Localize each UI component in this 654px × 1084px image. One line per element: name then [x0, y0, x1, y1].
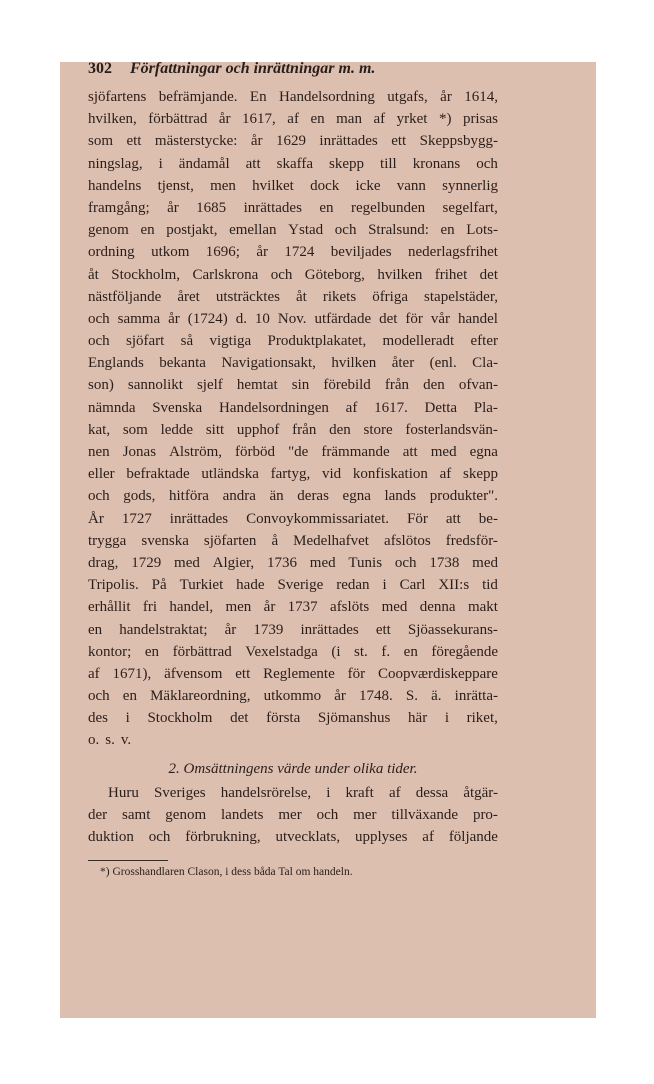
footnote-rule [88, 860, 168, 861]
text-line: nen Jonas Alström, förböd "de främmande att med egna [88, 444, 498, 460]
text-line: des i Stockholm det första Sjömanshus här i riket, [88, 710, 498, 727]
text-line: hvilken, förbättrad år 1617, af en man af yrket *) prisas [88, 111, 498, 128]
text-line: som ett mästerstycke: år 1629 inrättades ett Skeppsbygg- [88, 133, 498, 150]
text-line: Huru Sveriges handelsrörelse, i kraft af dessa åtgär- [108, 784, 498, 801]
page-number: 302 [88, 60, 112, 77]
text-line: och sjöfart så vigtiga Produktplakatet, modelleradt efter [88, 333, 498, 350]
text-line: son) sannolikt sjelf hemtat sin förebild från den ofvan- [88, 377, 498, 394]
text-line: kontor; en förbättrad Vexelstadga (i st. f. en föregående [88, 643, 498, 660]
text-line: trygga svenska sjöfarten å Medelhafvet afslötos fredsför- [88, 532, 498, 549]
paragraph [88, 86, 498, 752]
text-line: framgång; år 1685 inrättades en regelbunden segelfart, [88, 199, 498, 216]
text-line: erhållit fri handel, men år 1737 afslöts med denna makt [88, 599, 498, 616]
page-body [88, 86, 498, 879]
text-line: drag, 1729 med Algier, 1736 med Tunis och 1738 med [88, 554, 498, 571]
text-line: o. s. v. [88, 732, 132, 749]
text-line: kat, som ledde sitt upphof från den store fosterlandsvän- [88, 421, 498, 438]
text-line: af 1671), äfvensom ett Reglemente för Coopværdiskeppare [88, 665, 498, 682]
text-line: åt Stockholm, Carlskrona och Göteborg, hvilken frihet det [88, 266, 498, 283]
text-line: eller befraktade utländska fartyg, vid konfiskation af skepp [88, 466, 498, 483]
text-line: en handelstraktat; år 1739 inrättades ett Sjöassekurans- [88, 621, 498, 638]
text-line: och gods, hitföra andra än deras egna lands produkter". [88, 488, 498, 505]
text-line: der samt genom landets mer och mer tillväxande pro- [88, 807, 498, 824]
text-line: och samma år (1724) d. 10 Nov. utfärdade det för vår handel [88, 310, 498, 327]
text-line: ningslag, i ändamål att skaffa skepp till kronans och [88, 155, 498, 172]
text-line: nästföljande året utsträcktes åt rikets öfriga stapelstäder, [88, 288, 498, 305]
text-line: Tripolis. På Turkiet hade Sverige redan i Carl XII:s tid [88, 577, 498, 594]
running-title: Författningar och inrättningar m. m. [130, 60, 376, 77]
text-line: genom en postjakt, emellan Ystad och Stralsund: en Lots- [88, 222, 498, 239]
text-line: och en Mäklareordning, utkommo år 1748. S. ä. inrätta- [88, 688, 498, 705]
text-line: Englands bekanta Navigationsakt, hvilken åter (enl. Cla- [88, 355, 498, 372]
text-line: År 1727 inrättades Convoykommissariatet. För att be- [88, 510, 498, 527]
text-line: nämnda Svenska Handelsordningen af 1617. Detta Pla- [88, 399, 498, 416]
text-line: handelns tjenst, men hvilket dock icke vann synnerlig [88, 177, 498, 194]
text-line: sjöfartens befrämjande. En Handelsordning utgafs, år 1614, [88, 89, 498, 105]
footnote: *) Grosshandlaren Clason, i dess båda Tal om handeln. [100, 866, 353, 879]
section-heading: 2. Omsättningens värde under olika tider. [168, 760, 418, 777]
text-line: ordning utkom 1696; år 1724 beviljades nederlagsfrihet [88, 244, 498, 261]
page-header [88, 60, 375, 78]
paragraph [88, 782, 498, 849]
text-line: duktion och förbrukning, utvecklats, upplyses af följande [88, 829, 498, 846]
